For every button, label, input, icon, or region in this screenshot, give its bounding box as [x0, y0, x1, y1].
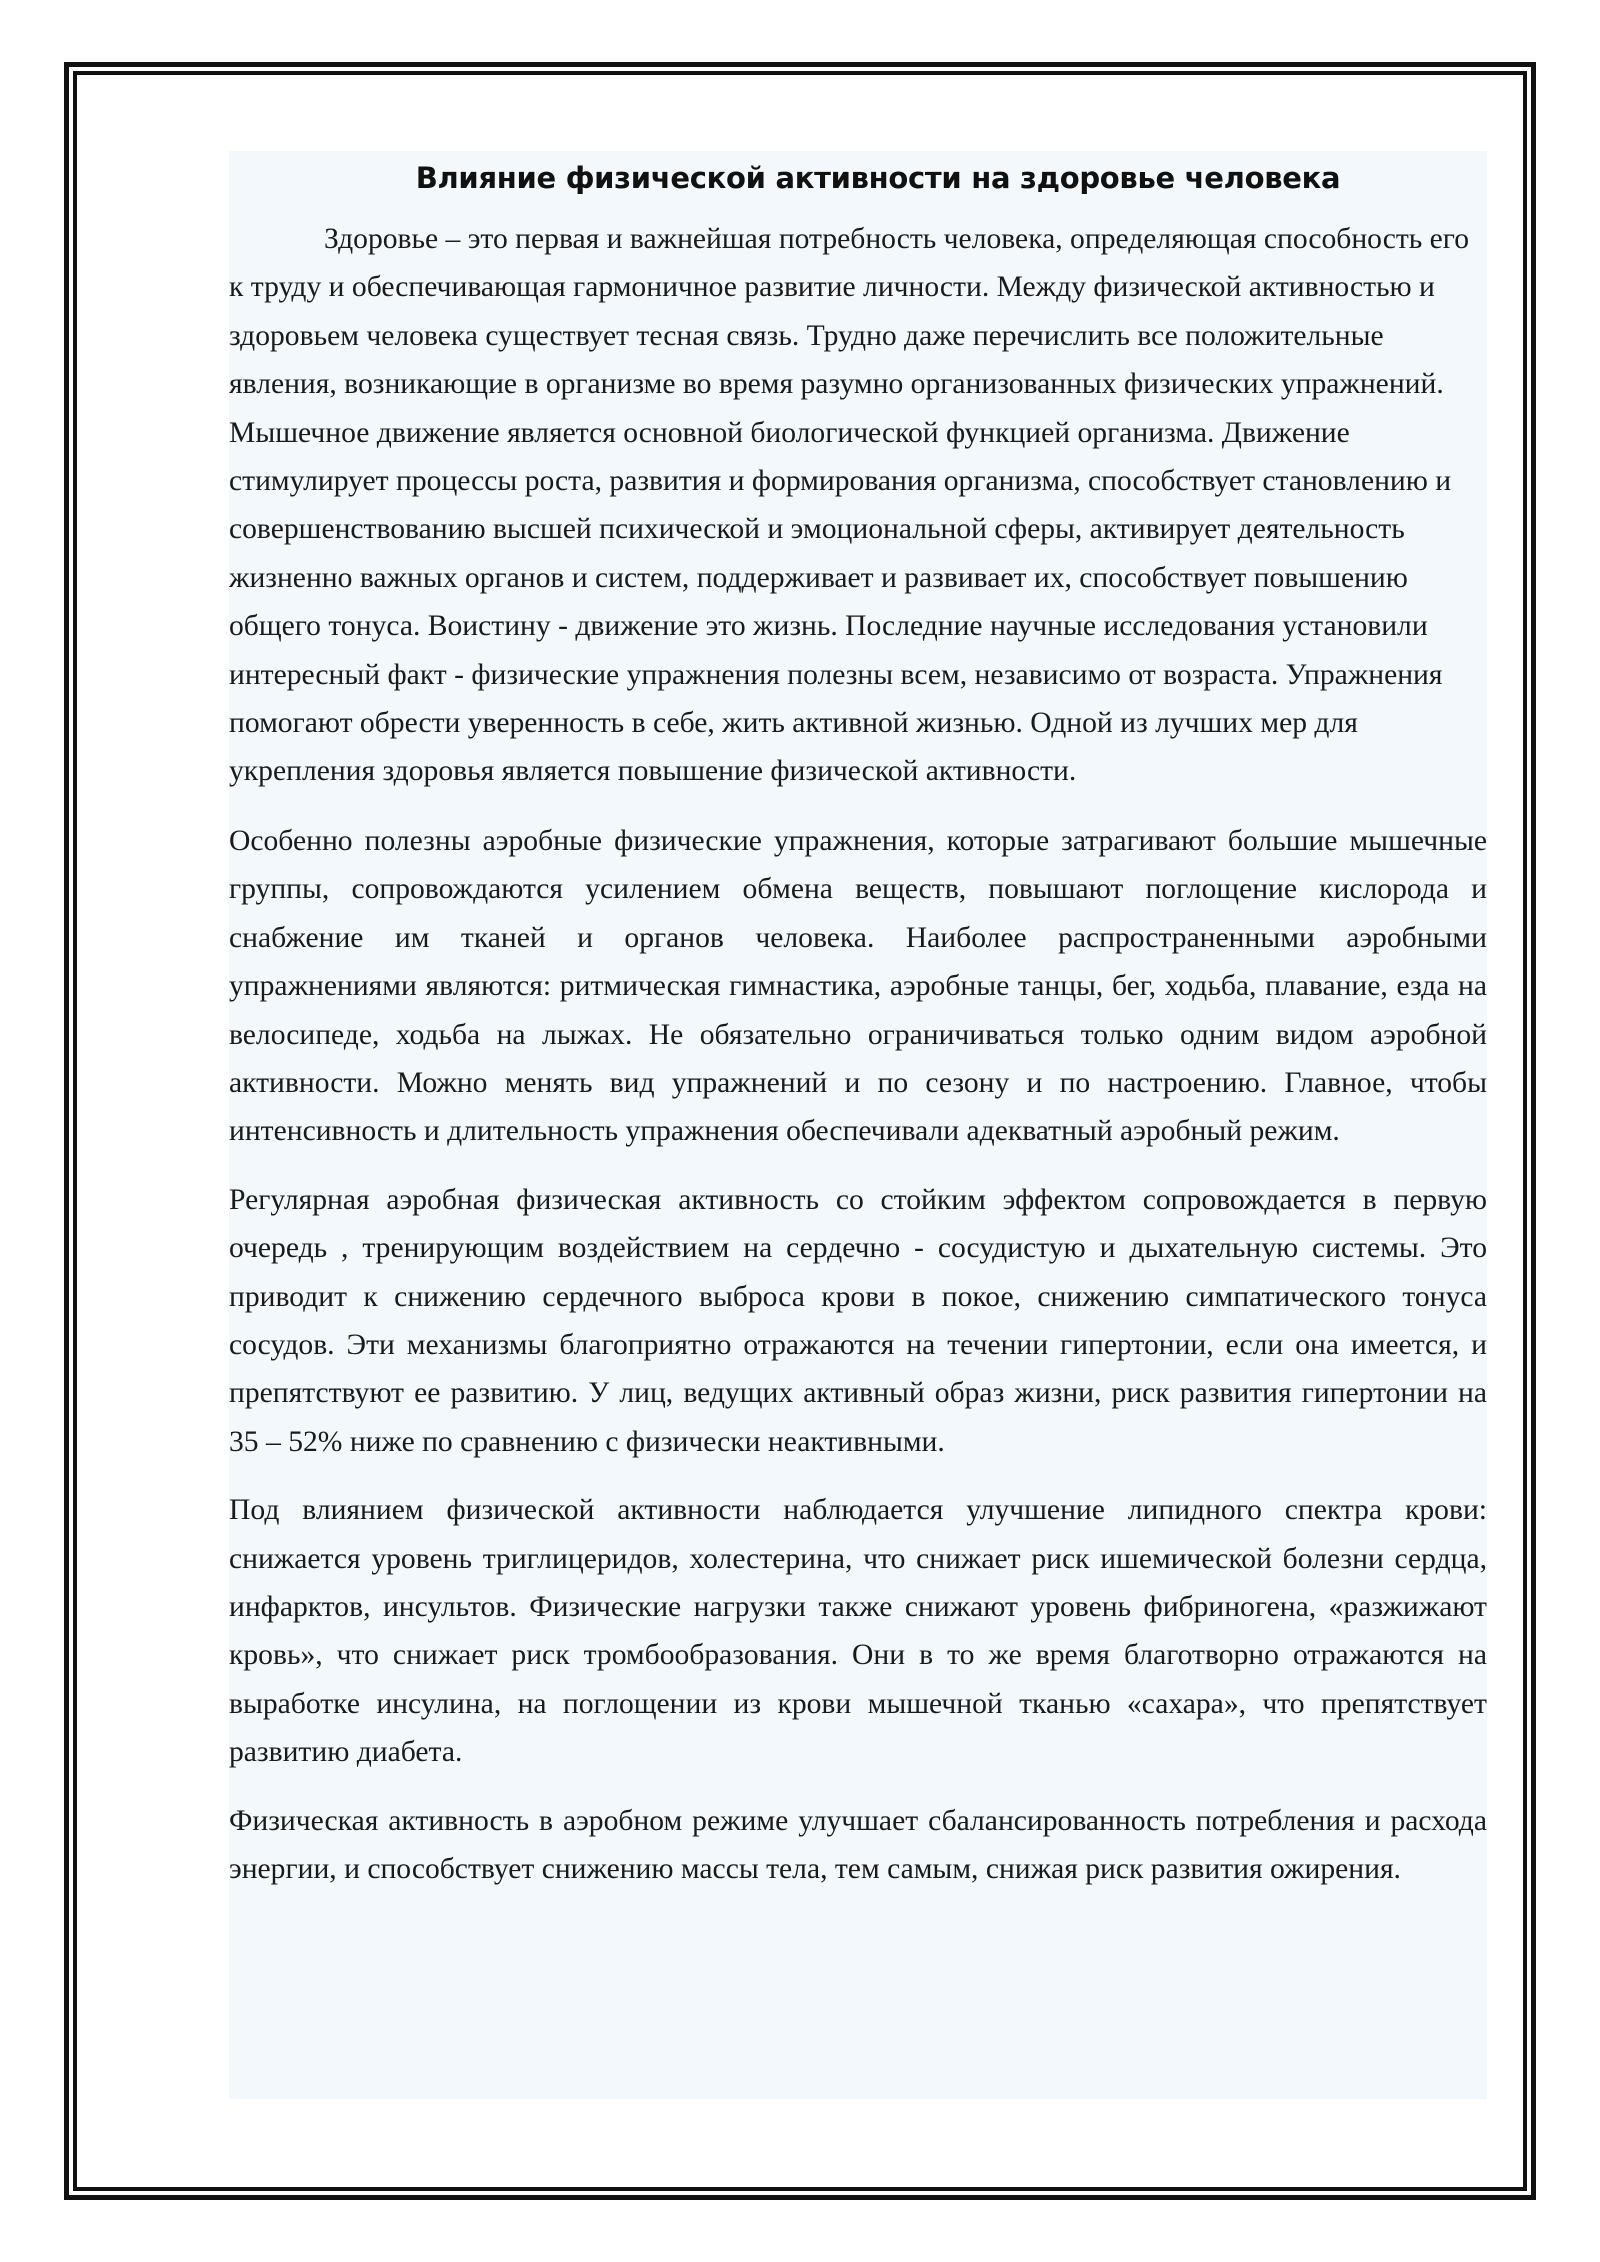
paragraph-1: Здоровье – это первая и важнейшая потребность человека, определяющая способность его к труду и обеспечивающая гармоничное развитие личности. Между физической активностью и здоровьем человека существует тесная связь. Трудно даже перечислить все положительные явления, возникающие в организме во время разумно организованных физических упражнений. Мышечное движение является основной биологической функцией организма. Движение стимулирует процессы роста, развития и формирования организма, способствует становлению и совершенствованию высшей психической и эмоциональной сферы, активирует деятельность жизненно важных органов и систем, поддерживает и развивает их, способствует повышению общего тонуса. Воистину - движение это жизнь. Последние научные исследования установили интересный факт - физические упражнения полезны всем, независимо от возраста. Упражнения помогают обрести уверенность в себе, жить активной жизнью. Одной из лучших мер для укрепления здоровья является повышение физической активности. [229, 223, 1470, 788]
document-title: Влияние физической активности на здоровье человека [415, 161, 1341, 195]
paragraph-2: Особенно полезны аэробные физические упражнения, которые затрагивают большие мышечные группы, сопровождаются усилением обмена веществ, повышают поглощение кислорода и снабжение им тканей и органов человека. Наиболее распространенными аэробными упражнениями являются: ритмическая гимнастика, аэробные танцы, бег, ходьба, плавание, езда на велосипеде, ходьба на лыжах. Не обязательно ограничиваться только одним видом аэробной активности. Можно менять вид упражнений и по сезону и по настроению. Главное, чтобы интенсивность и длительность упражнения обеспечивали адекватный аэробный режим. [229, 824, 1487, 1148]
paragraph-5: Физическая активность в аэробном режиме улучшает сбалансированность потребления и расхода энергии, и способствует снижению массы тела, тем самым, снижая риск развития ожирения. [229, 1804, 1487, 1885]
paragraph-4: Под влиянием физической активности наблюдается улучшение липидного спектра крови: снижается уровень триглицеридов, холестерина, что снижает риск ишемической болезни сердца, инфарктов, инсультов. Физические нагрузки также снижают уровень фибриногена, «разжижают кровь», что снижает риск тромбообразования. Они в то же время благотворно отражаются на выработке инсулина, на поглощении из крови мышечной тканью «сахара», что препятствует развитию диабета. [229, 1494, 1487, 1769]
document-body [229, 151, 1487, 2099]
paragraph-3: Регулярная аэробная физическая активность со стойким эффектом сопровождается в первую очередь , тренирующим воздействием на сердечно - сосудистую и дыхательную системы. Это приводит к снижению сердечного выброса крови в покое, снижению симпатического тонуса сосудов. Эти механизмы благоприятно отражаются на течении гипертонии, если она имеется, и препятствуют ее развитию. У лиц, ведущих активный образ жизни, риск развития гипертонии на 35 – 52% ниже по сравнению с физически неактивными. [229, 1183, 1487, 1458]
